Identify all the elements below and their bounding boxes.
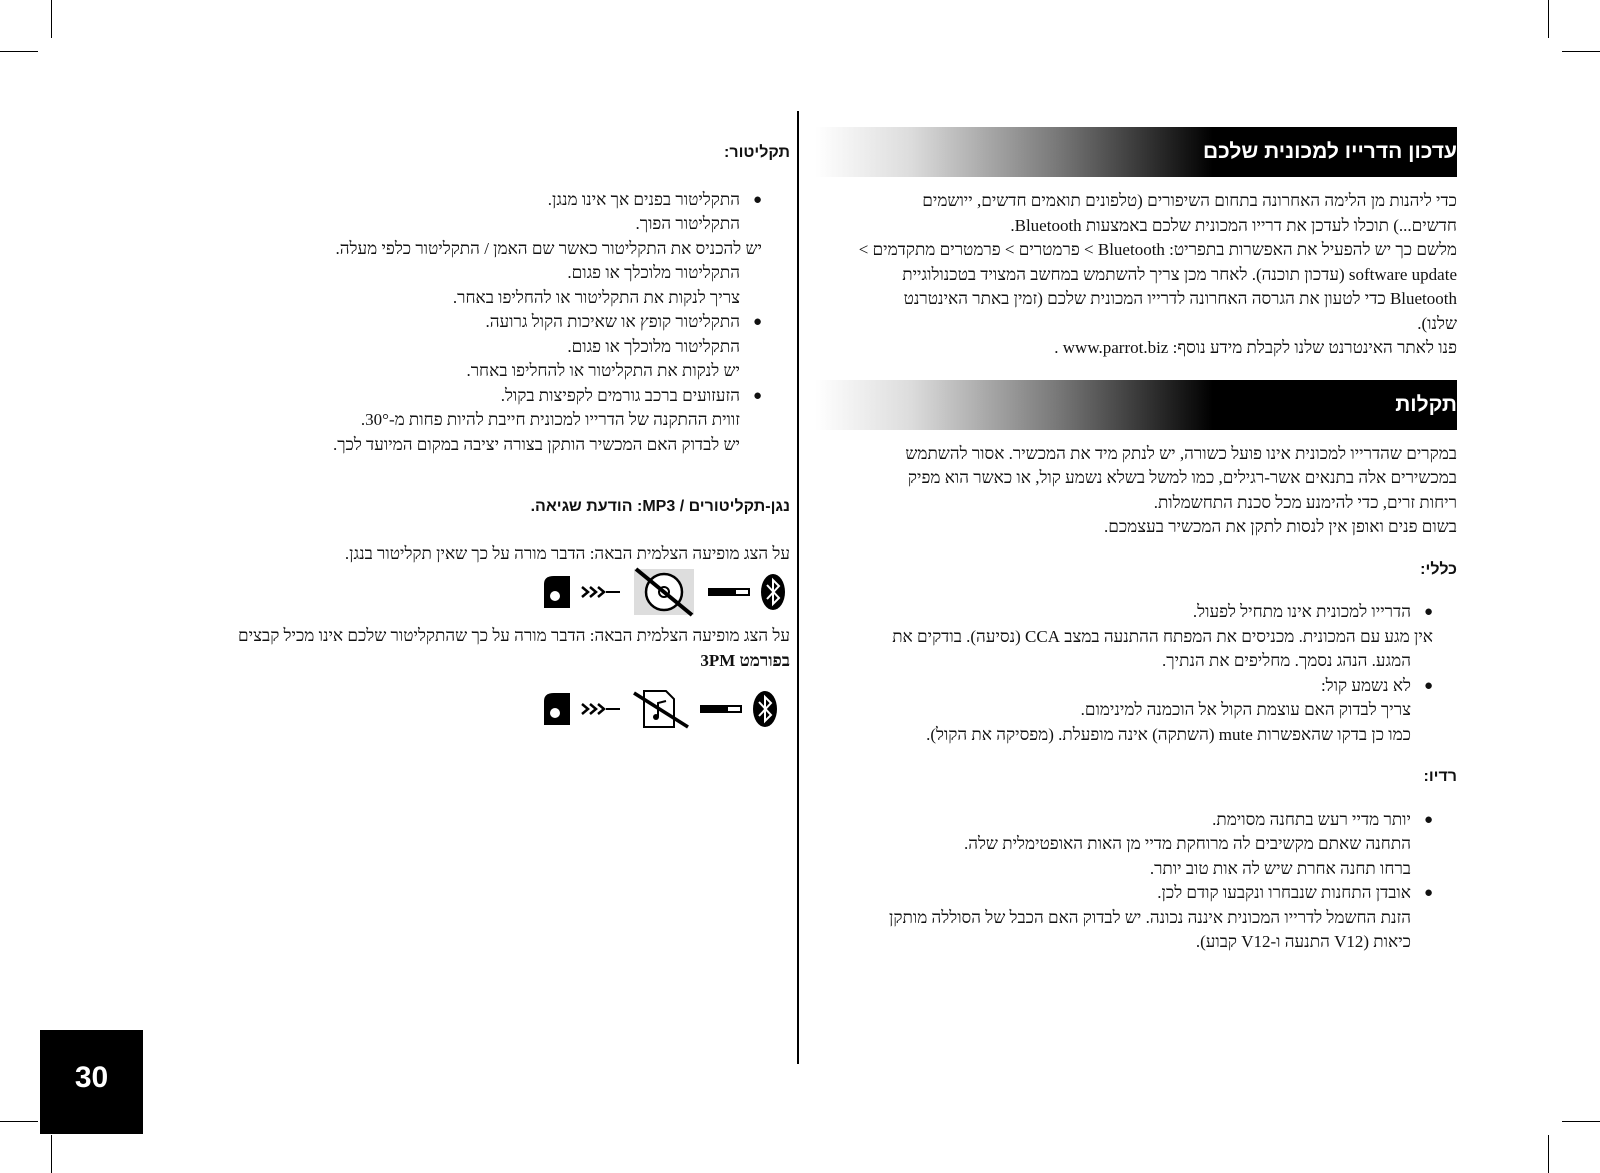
crop-mark (0, 1121, 38, 1122)
page-number-box (40, 1030, 143, 1134)
paragraph-line: ריחות זרים, כדי להימנע מכל סכנת התחשמלות. (1153, 492, 1457, 512)
list-item: אין מגע עם המכונית. מכניסים את המפתח ההתנעה במצב CCA (נסיעה). בודקים את (892, 626, 1433, 646)
paragraph-line: software update (עדכון תוכנה). לאחר מכן צריך להשתמש במחשב המצויד בטכנולוגיית (902, 264, 1457, 284)
crop-mark (1562, 51, 1600, 52)
list-item: כמו כן בדקו שהאפשרות mute (השתקה) אינה מופעלת. (מפסיקה את הקול). (926, 724, 1411, 744)
list-item: התקליטור מלוכלך או פגום. (567, 263, 740, 282)
list-item: כיאות (V12 התנעה ו-V12 קבוע). (1195, 932, 1411, 951)
section-banner-troubleshooting (815, 380, 1457, 430)
paragraph-line: בפורמט 3PM (700, 650, 790, 670)
list-item: יש לנקות את התקליטור או להחליפו באחר. (466, 361, 740, 380)
no-cd-icon (630, 567, 698, 617)
paragraph-line: בשום פנים ואופן אין לנסות לתקן את המכשיר בעצמכם. (1104, 517, 1457, 536)
dash-icon (706, 586, 752, 598)
list-item: התחנה שאתם מקשיבים לה מרוחקת מדיי מן האות האופטימלית שלה. (963, 834, 1411, 853)
list-item: יש להכניס את התקליטור כאשר שם האמן / התקליטור כלפי מעלה. (335, 238, 762, 258)
paragraph-line: מלשם כך יש להפעיל את האפשרות בתפריט: Bluetooth > פרמטרים > פרמטרים מתקדמים > (858, 240, 1457, 259)
cd-heading: תקליטור: (724, 144, 790, 161)
list-item: הזנת החשמל לדרייו המכונית איננה נכונה. יש לבדוק האם הכבל של הסוללה מותקן (889, 907, 1411, 927)
dash-icon (698, 703, 744, 715)
no-cd-icon-sequence (152, 566, 790, 618)
bluetooth-icon (760, 573, 786, 611)
list-item: ● הזעזועים ברכב גורמים לקפיצות בקול. (152, 384, 762, 409)
crop-mark (1548, 0, 1549, 38)
column-divider (797, 111, 799, 1064)
list-item: ● אובדן התחנות שנבחרו ונקבעו קודם לכן. (815, 881, 1433, 906)
paragraph-line: על הצג מופיעה הצלמית הבאה: הדבר מורה על כך שאין תקליטור בנגן. (344, 543, 790, 563)
left-column (152, 141, 790, 735)
crop-mark (1562, 1121, 1600, 1122)
right-column (815, 127, 1457, 955)
paragraph-line: שלנו). (1417, 313, 1457, 333)
no-music-file-icon (630, 689, 690, 729)
paragraph-line: כדי ליהנות מן הלימה האחרונה בתחום השיפורים (טלפונים תואמים חדשים, ייושמים (922, 191, 1457, 210)
list-item: ● יותר מדיי רעש בתחנה מסוימת. (815, 808, 1433, 833)
paragraph-line: במקרים שהדרייו למכונית אינו פועל כשורה, יש לנתק מיד את המכשיר. אסור להשתמש (905, 443, 1457, 463)
crop-mark (51, 1135, 52, 1173)
paragraph-line: חדשים...) תוכלו לעדכן את דרייו המכונית שלכם באמצעות Bluetooth. (1010, 215, 1457, 235)
page-number: 30 (74, 1061, 109, 1094)
crop-mark (51, 0, 52, 38)
list-item: ● התקליטור קופץ או שאיכות הקול גרועה. (152, 310, 762, 335)
general-heading: כללי: (1420, 560, 1457, 578)
list-item: ● לא נשמע קול: (815, 674, 1433, 699)
list-item: התקליטור הפוך. (635, 214, 740, 233)
list-item: יש לבדוק האם המכשיר הותקן בצורה יציבה במקום המיועד לכך. (332, 434, 740, 454)
list-item: צריך לבדוק האם עוצמת הקול אל הוכמנה למינימום. (1080, 700, 1411, 719)
paragraph-line: Bluetooth כדי לטעון את הגרסה האחרונה לדרייו המכונית שלכם (זמין באתר האינטרנט (903, 289, 1457, 308)
list-item: ברחו תחנה אחרת שיש לה אות טוב יותר. (1149, 858, 1411, 878)
disc-slot-icon (542, 691, 572, 727)
crop-mark (1548, 1135, 1549, 1173)
bluetooth-icon (752, 690, 778, 728)
arrows-icon (580, 702, 622, 716)
list-item: ● הדרייו למכונית אינו מתחיל לפעול. (815, 600, 1433, 625)
list-item: זווית ההתקנה של הדרייו למכונית חייבת להיות פחות מ-30°. (360, 410, 740, 429)
section-banner-software-update (815, 127, 1457, 177)
website-line: פנו לאתר האינטרנט שלנו לקבלת מידע נוסף: www.parrot.biz . (1054, 338, 1457, 357)
arrows-icon (580, 585, 622, 599)
paragraph-line: על הצג מופיעה הצלמית הבאה: הדבר מורה על כך שהתקליטור שלכם אינו מכיל קבצים (238, 626, 790, 645)
paragraph-line: במכשירים אלה בתנאים אשר-רגילים, כמו למשל בשלא נשמע קול, או כאשר הוא מפיק (907, 468, 1457, 487)
mp3-heading: נגן-תקליטורים / MP3: הודעת שגיאה. (530, 498, 790, 515)
list-item: התקליטור מלוכלך או פגום. (567, 336, 740, 356)
radio-heading: רדיו: (1423, 768, 1457, 785)
section-title: עדכון הדרייו למכונית שלכם (1203, 140, 1457, 163)
crop-mark (0, 51, 38, 52)
no-mp3-icon-sequence (152, 683, 790, 735)
section-title: תקלות (1395, 392, 1457, 416)
list-item: צריך לנקות את התקליטור או להחליפו באחר. (452, 287, 740, 307)
disc-slot-icon (542, 574, 572, 610)
list-item: המגע. הנהג נסמך. מחליפים את הנתיך. (1162, 651, 1411, 670)
list-item: ● התקליטור בפנים אך אינו מנגן. (152, 188, 762, 213)
